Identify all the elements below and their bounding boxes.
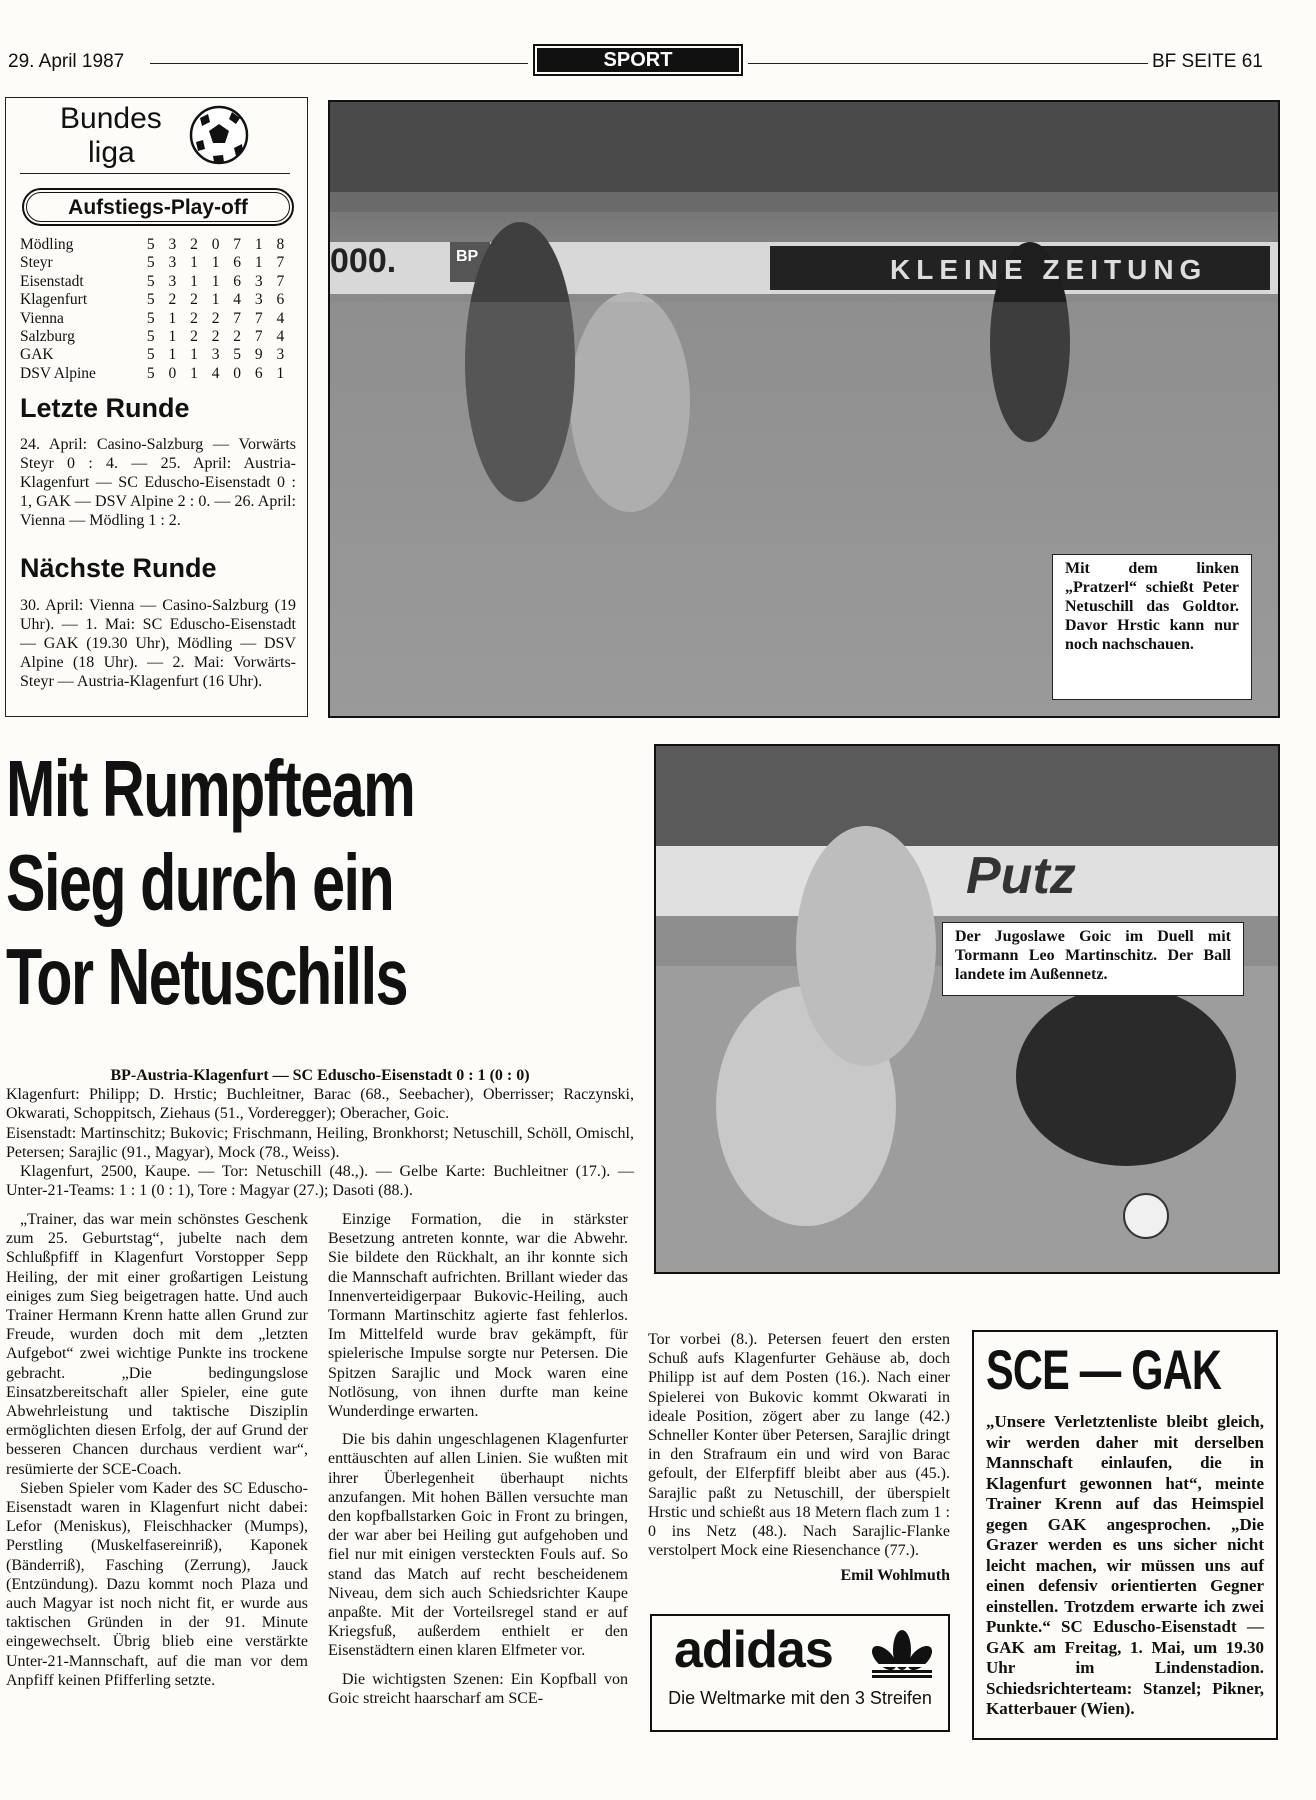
sce-gak-title: SCE — GAK bbox=[986, 1338, 1222, 1401]
next-round-title: Nächste Runde bbox=[20, 553, 217, 583]
standings-row: Eisenstadt 5 3 1 1 6 3 7 bbox=[20, 272, 285, 290]
adidas-brand: adidas bbox=[674, 1621, 833, 1679]
match-photo-netuschill: 000. BP KLEINE ZEITUNG Mit dem linken „Pratzerl“ schießt Peter Netuschill das Goldtor. Davor Hrstic kann nur noch nachschauen. bbox=[328, 100, 1280, 718]
football-icon bbox=[188, 104, 250, 166]
standings-row: GAK 5 1 1 3 5 9 3 bbox=[20, 346, 285, 364]
standings-row: Steyr 5 3 1 1 6 1 7 bbox=[20, 254, 285, 272]
article-column-2: Einzige Formation, die in stärkster Besetzung antreten konnte, war die Abwehr. Sie bildete den Rückhalt, an ihr konnte sich die Mannschaft aufrichten. Brillant wieder das Innenverteidigerpaar Bukovic-Heiling, auch Tormann Martinschitz agierte fast fehlerlos. Im Mittelfeld wurde brav gekämpft, für spielerische Impulse sorgte nur Petersen. Die Spitzen Sarajlic und Mock waren eine Notlösung, von ihnen durfte man keine Wunderdinge erwarten. Die bis dahin ungeschlagenen Klagenfurter enttäuschten auf allen Linien. Sie wußten mit ihrer Überlegenheit überhaupt nichts anzufangen. Mit hohen Bällen versuchte man den kopfballstarken Goic in Front zu bringen, der war aber bei Heiling gut aufgehoben und fiel nur mit einigen versteckten Fouls auf. So stand das Match auf recht bescheidenem Niveau, dem sich auch Schiedsrichter Kaupe anpaßte. Mit der Vorteilsregel stand er auf Kriegsfuß, außerdem enthielt er den Eisenstädtern einen klaren Elfmeter vor. Die wichtigsten Szenen: Ein Kopfball von Goic streicht haarscharf am SCE- bbox=[328, 1211, 628, 1707]
issue-date: 29. April 1987 bbox=[8, 51, 125, 72]
header-rule-right bbox=[748, 63, 1148, 64]
standings-row: DSV Alpine 5 0 1 4 0 6 1 bbox=[20, 364, 285, 382]
sce-gak-box bbox=[972, 1330, 1278, 1740]
article-column-1: „Trainer, das war mein schönstes Geschenk zum 25. Geburtstag“, jubelte nach dem Schlußpfiff in Klagenfurt Vorstopper Sepp Heiling, der mit einer großartigen Leistung einiges zum Sieg beigetragen hatte. Und auch Trainer Hermann Krenn hatte allen Grund zur Freude, wurden doch mit dem „letzten Aufgebot“ zwei wichtige Punkte ins trockene gebracht. „Die bedingungslose Einsatzbereitschaft aller Spieler, eine gute Abwehrleistung und taktische Disziplin ermöglichten diesen Erfolg, der auf Grund der besseren Chancen durchaus verdient war“, resümierte der SCE-Coach. Sieben Spieler vom Kader des SC Eduscho-Eisenstadt waren in Klagenfurt nicht dabei: Lefor (Meniskus), Fleischhacker (Mumps), Perstling (Muskelfasereinriß), Kaponek (Bänderriß), Fasching (Zerrung), Jauck (Entzündung). Dazu kommt noch Plaza und auch Magyar ist noch nicht fit, er wurde aus taktischen Gründen in der 91. Minute eingewechselt. Übrig blieb eine verstärkte Unter-21-Mannschaft, auf die man vor dem Anpfiff keinen Pfifferling setzte. bbox=[6, 1211, 308, 1689]
lineup-klagenfurt: Klagenfurt: Philipp; D. Hrstic; Buchleitner, Barac (68., Seebacher), Oberrisser; Raczynski, Okwarati, Schoppitsch, Ziehaus (51., Vorderegger); Oberacher, Goic. bbox=[6, 1086, 634, 1123]
standings-table bbox=[20, 236, 291, 383]
adidas-slogan: Die Weltmarke mit den 3 Streifen bbox=[668, 1688, 932, 1708]
last-round-title: Letzte Runde bbox=[20, 393, 190, 423]
match-result: BP-Austria-Klagenfurt — SC Eduscho-Eisenstadt 0 : 1 (0 : 0) bbox=[110, 1067, 530, 1084]
photo1-caption: Mit dem linken „Pratzerl“ schießt Peter Netuschill das Goldtor. Davor Hrstic kann nur noch nachschauen. bbox=[1052, 554, 1252, 700]
section-label: SPORT bbox=[533, 44, 743, 76]
next-round-text: 30. April: Vienna — Casino-Salzburg (19 Uhr). — 1. Mai: SC Eduscho-Eisenstadt — GAK (19.30 Uhr), Mödling — DSV Alpine (18 Uhr). — 2. Mai: Vorwärts-Steyr — Austria-Klagenfurt (16 Uhr). bbox=[20, 597, 296, 690]
standings-row: Klagenfurt 5 2 2 1 4 3 6 bbox=[20, 291, 285, 309]
lineup-eisenstadt: Eisenstadt: Martinschitz; Bukovic; Frischmann, Heiling, Bronkhorst; Netuschill, Schöll, Omischl, Petersen; Sarajlic (91., Magyar), Mock (78., Weiss). bbox=[6, 1124, 634, 1161]
match-photo-goic: Putz Der Jugoslawe Goic im Duell mit Tormann Leo Martinschitz. Der Ball landete im Außennetz. bbox=[654, 744, 1280, 1274]
logo-rule bbox=[20, 173, 290, 174]
header-rule-left bbox=[150, 63, 528, 64]
bundesliga-logo: Bundes liga bbox=[60, 102, 220, 180]
headline: Mit Rumpfteam Sieg durch ein Tor Netuschills bbox=[6, 744, 415, 1021]
standings-row: Salzburg 5 1 2 2 2 7 4 bbox=[20, 328, 285, 346]
adidas-ad bbox=[650, 1614, 950, 1732]
page-number: BF SEITE 61 bbox=[1152, 51, 1263, 72]
last-round-text: 24. April: Casino-Salzburg — Vorwärts Steyr 0 : 4. — 25. April: Austria-Klagenfurt — SC Eduscho-Eisenstadt 0 : 1, GAK — DSV Alpine 2 : 0. — 26. April: Vienna — Mödling 1 : 2. bbox=[20, 436, 296, 529]
article-column-3: Tor vorbei (8.). Petersen feuert den ersten Schuß aufs Klagenfurter Gehäuse ab, doch Philipp ist auf dem Posten (16.). Nach einer Spielerei von Bukovic kommt Okwarati in ideale Position, zögert aber zu lange (42.) Schneller Konter über Petersen, Sarajlic dringt in den Strafraum ein und wird von Barac gefoult, der Elferpfiff bleibt aber aus (45.). Sarajlic paßt zu Netuschill, der überspielt Hrstic und schießt aus 18 Metern flach zum 1 : 0 ins Netz (48.). Nach Sarajlic-Flanke verstolpert Mock eine Riesenchance (77.). Emil Wohlmuth bbox=[648, 1331, 950, 1585]
photo2-caption: Der Jugoslawe Goic im Duell mit Tormann Leo Martinschitz. Der Ball landete im Außennetz. bbox=[942, 922, 1244, 996]
author: Emil Wohlmuth bbox=[840, 1567, 950, 1585]
playoff-title: Aufstiegs-Play-off bbox=[22, 188, 294, 226]
trefoil-icon bbox=[870, 1628, 934, 1680]
standings-row: Mödling 5 3 2 0 7 1 8 bbox=[20, 236, 285, 253]
match-lineup bbox=[6, 1066, 634, 1200]
standings-row: Vienna 5 1 2 2 7 7 4 bbox=[20, 309, 285, 327]
match-info: Klagenfurt, 2500, Kaupe. — Tor: Netuschill (48.,). — Gelbe Karte: Buchleitner (17.). — Unter-21-Teams: 1 : 1 (0 : 1), Tore : Magyar (27.); Dasoti (88.). bbox=[6, 1163, 634, 1200]
sce-gak-text: „Unsere Verletztenliste bleibt gleich, wir werden daher mit derselben Mannschaft einlaufen, die in Klagenfurt gewonnen hat“, meinte Trainer Krenn auf das Heimspiel gegen GAK angesprochen. „Die Grazer werden es uns sicher nicht leicht machen, wir müssen uns auf einen defensiv orientierten Gegner einstellen. Trotzdem erwarte ich zwei Punkte.“ SC Eduscho-Eisenstadt — GAK am Freitag, 1. Mai, um 19.30 Uhr im Lindenstadion. Schiedsrichterteam: Stanzel; Pikner, Katterbauer (Wien). bbox=[986, 1412, 1264, 1718]
